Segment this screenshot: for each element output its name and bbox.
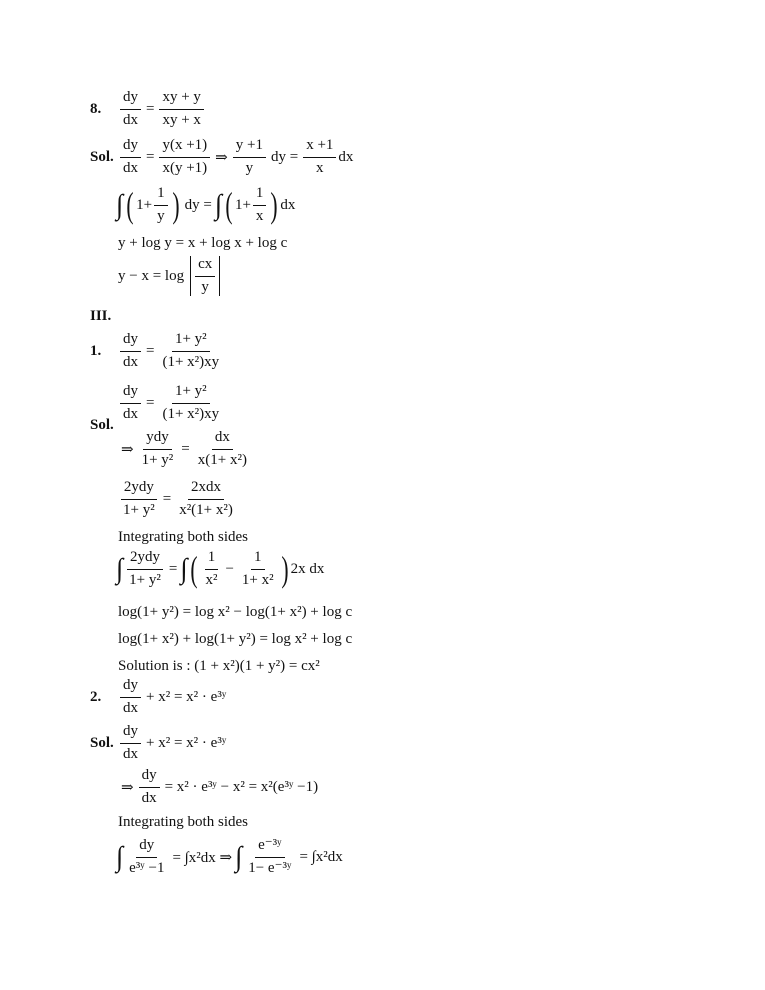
- q1-step-separate: ⇒ $\frac{\text{ydy}}{\text{1+ y²}}$ = $\frac{dx}{\text{x(1+ x²)}}$: [121, 429, 247, 468]
- section-heading: III.: [90, 308, 112, 324]
- q8-step-integral: ∫ ( 1+ $\frac{1}{y}$ ) dy = ∫ ( 1+ $\frac{1}{x}$ ) dx: [116, 185, 296, 226]
- q8-step-separation: $\frac{dy}{dx}$ = $\frac{y(x +1)}{x(y +1)}$ ⇒ $\frac{y +1}{y}$ dy = $\frac{x +1}{x}$ dx: [118, 138, 353, 177]
- fraction: $\frac{dy}{dx}$: [120, 90, 141, 129]
- integral-sign: ∫: [116, 840, 124, 873]
- integral-sign: ∫: [116, 188, 124, 221]
- q1-step-multiply: $\frac{\text{2ydy}}{\text{1+ y²}}$ = $\frac{\text{2xdx}}{\text{x²(1+ x²)}}$: [118, 480, 238, 519]
- sol-label: Sol.: [90, 149, 114, 165]
- integral-sign: ∫: [180, 552, 188, 585]
- integral-sign: ∫: [214, 188, 222, 221]
- q1-problem-equation: $\frac{dy}{dx}$ = $\frac{\text{1+ y²}}{\text{(1+ x²)xy}}$: [118, 332, 224, 371]
- q1-step-log2: log(1+ x²) + log(1+ y²) = log x² + log c: [118, 631, 353, 647]
- sol-label: Sol.: [90, 417, 114, 433]
- integral-sign: ∫: [235, 840, 243, 873]
- implies-arrow: ⇒: [121, 441, 134, 458]
- question-number-1: 1.: [90, 343, 102, 359]
- question-number-8: 8.: [90, 101, 102, 117]
- fraction: $\frac{xy + y}{xy + x}$: [159, 90, 203, 129]
- q1-step-integral: ∫ $\frac{\text{2ydy}}{\text{1+ y²}}$ = ∫ ( $\frac{1}{\text{x²}}$ − $\frac{1}{\text{1+ x²}}$ ) 2x dx: [116, 549, 325, 590]
- integrating-text: Integrating both sides: [118, 814, 248, 830]
- implies-arrow: ⇒: [121, 779, 134, 796]
- implies-arrow: ⇒: [215, 149, 228, 166]
- integral-sign: ∫: [116, 552, 124, 585]
- q2-step-rearrange: ⇒ $\frac{dy}{dx}$ = x² · e³ʸ − x² = x²(e³ʸ −1): [121, 767, 319, 806]
- q2-step-integral: ∫ $\frac{dy}{\text{e³ʸ −1}}$ = ∫x²dx ⇒ ∫ $\frac{\text{e⁻³ʸ}}{\text{1− e⁻³ʸ}}$ = ∫x²dx: [116, 837, 343, 876]
- q2-step-restate: $\frac{dy}{dx}$ + x² = x² · e³ʸ: [118, 724, 229, 763]
- q1-solution: Solution is : (1 + x²)(1 + y²) = cx²: [118, 658, 320, 674]
- question-number-2: 2.: [90, 689, 102, 705]
- q8-step-final: y − x = log $\frac{cx}{y}$: [118, 256, 222, 296]
- q8-step-result: y + log y = x + log x + log c: [118, 235, 288, 251]
- q1-step-restate: $\frac{dy}{dx}$ = $\frac{\text{1+ y²}}{\text{(1+ x²)xy}}$: [118, 384, 224, 423]
- q8-problem-equation: $\frac{dy}{dx}$ = $\frac{xy + y}{xy + x}$: [118, 90, 206, 129]
- q1-step-log1: log(1+ y²) = log x² − log(1+ x²) + log c: [118, 604, 353, 620]
- integrating-text: Integrating both sides: [118, 529, 248, 545]
- sol-label: Sol.: [90, 735, 114, 751]
- q2-problem-equation: $\frac{dy}{dx}$ + x² = x² · e³ʸ: [118, 678, 229, 717]
